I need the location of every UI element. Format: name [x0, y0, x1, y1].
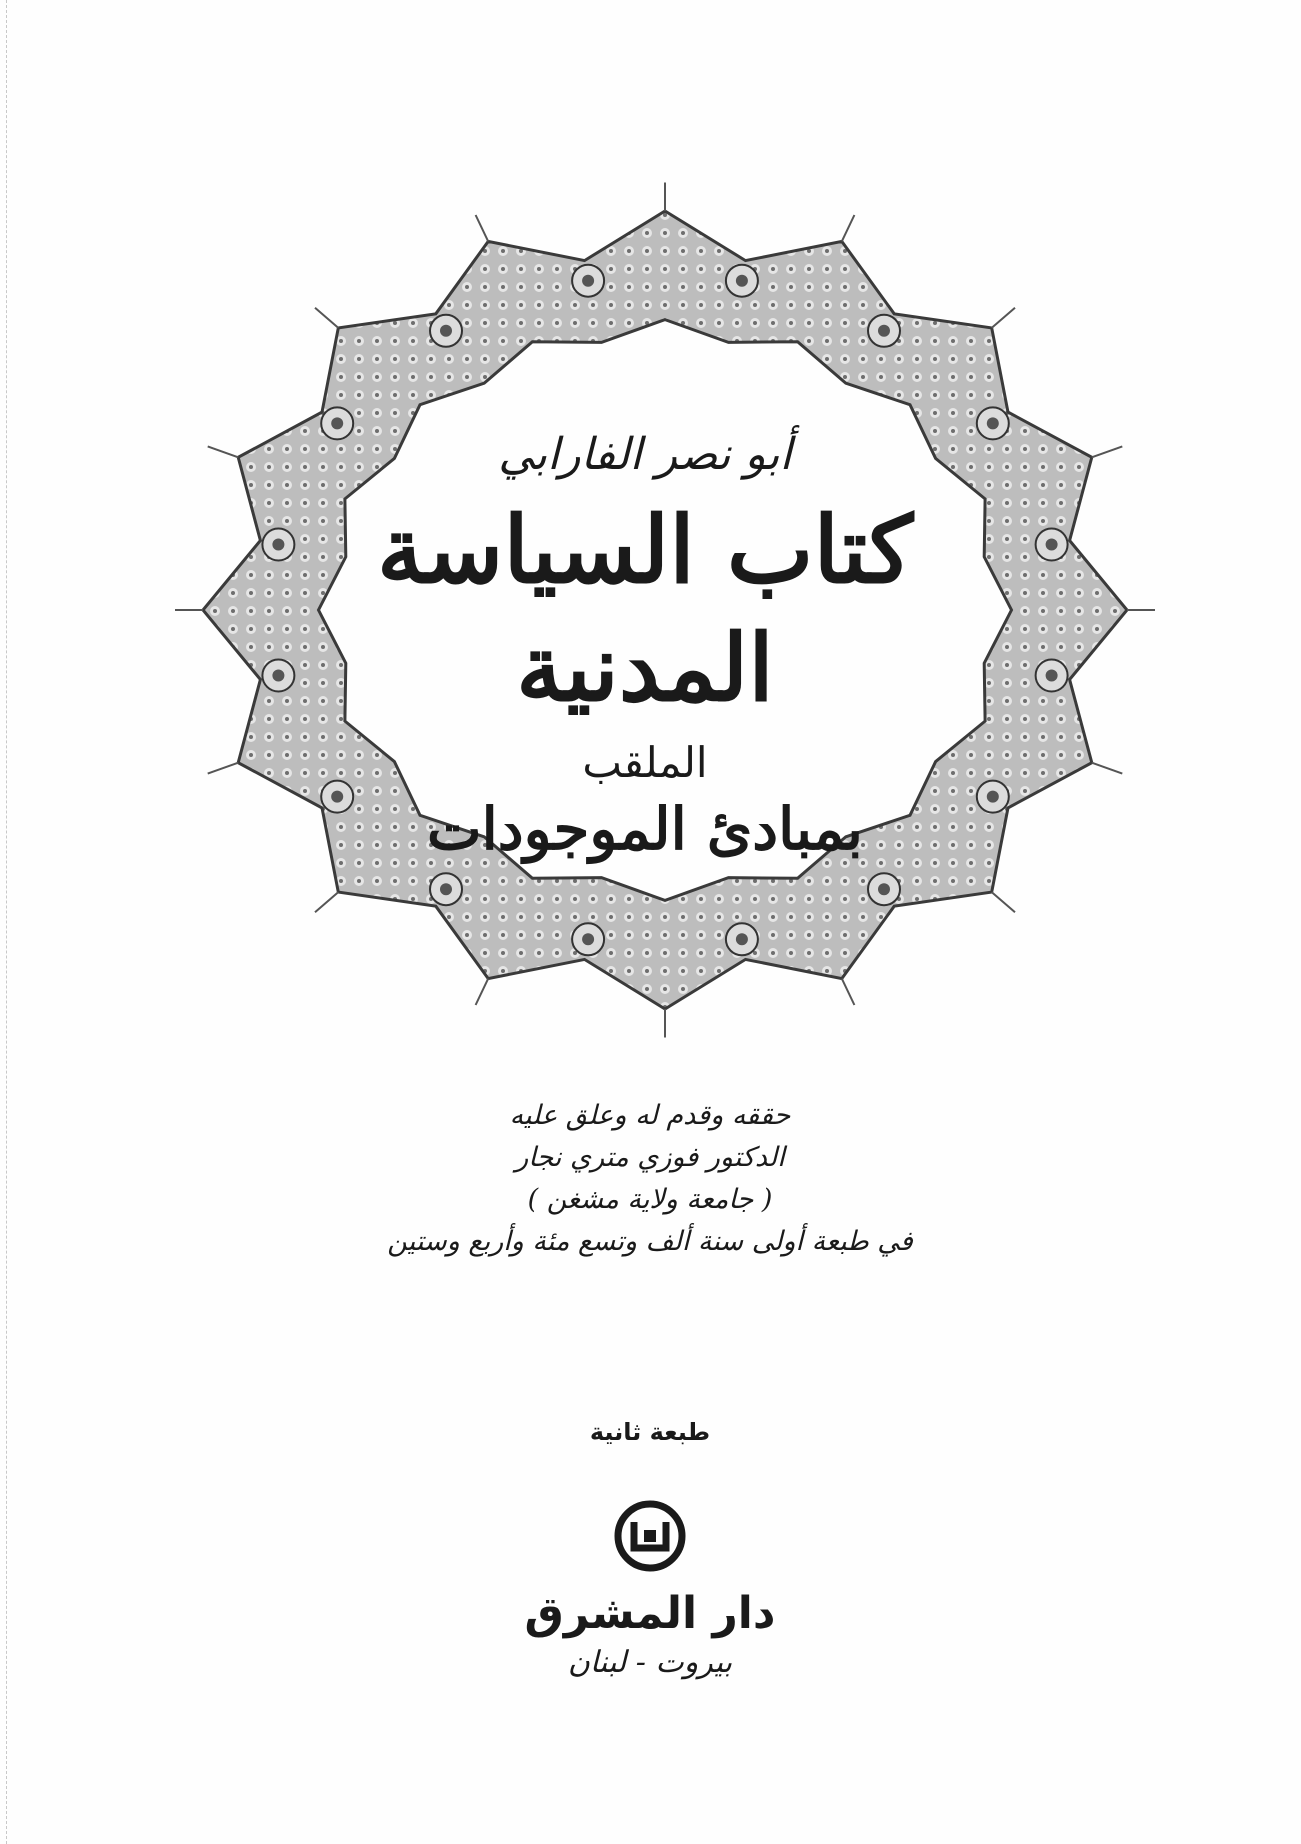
binding-edge	[0, 0, 7, 1844]
frame-medallion-center	[878, 883, 890, 895]
frame-ray	[992, 892, 1015, 912]
frame-medallion-center	[878, 325, 890, 337]
credits-line-first-edition: في طبعة أولى سنة ألف وتسع مئة وأربع وستين	[387, 1226, 913, 1257]
frame-ray	[842, 979, 855, 1005]
frame-medallion-center	[1046, 539, 1058, 551]
title-nickname-label: الملقب	[582, 738, 708, 787]
book-subtitle: بمبادئ الموجودات	[427, 795, 863, 863]
credits-line-affiliation: ( جامعة ولاية مشغن )	[527, 1184, 773, 1215]
frame-ray	[992, 308, 1015, 328]
frame-medallion-center	[736, 275, 748, 287]
frame-ray	[476, 979, 489, 1005]
frame-medallion-center	[582, 933, 594, 945]
frame-ray	[208, 446, 239, 457]
editor-credits	[300, 1095, 1000, 1263]
edition-label: طبعة ثانية	[589, 1418, 711, 1446]
frame-ray	[842, 215, 855, 241]
book-title: كتاب السياسة المدنية	[376, 496, 914, 722]
frame-ray	[315, 892, 338, 912]
frame-medallion-center	[272, 670, 284, 682]
frame-ray	[315, 308, 338, 328]
credits-line-edited-by: حققه وقدم له وعلق عليه	[509, 1100, 791, 1131]
frame-medallion-center	[272, 539, 284, 551]
title-block	[300, 425, 990, 867]
frame-ray	[476, 215, 489, 241]
dar-al-mashreq-logo-icon	[614, 1500, 686, 1572]
frame-medallion-center	[582, 275, 594, 287]
frame-medallion-center	[1046, 670, 1058, 682]
frame-ray	[1092, 763, 1123, 774]
frame-medallion-center	[736, 933, 748, 945]
frame-medallion-center	[440, 325, 452, 337]
frame-medallion-center	[440, 883, 452, 895]
frame-ray	[208, 763, 239, 774]
publisher-name: دار المشرق	[524, 1588, 776, 1639]
author-name: أبو نصر الفارابي	[498, 429, 792, 480]
publisher-city: بيروت - لبنان	[567, 1645, 733, 1680]
credits-line-editor-name: الدكتور فوزي متري نجار	[515, 1142, 785, 1173]
frame-ray	[1092, 446, 1123, 457]
publisher-block	[450, 1500, 850, 1684]
